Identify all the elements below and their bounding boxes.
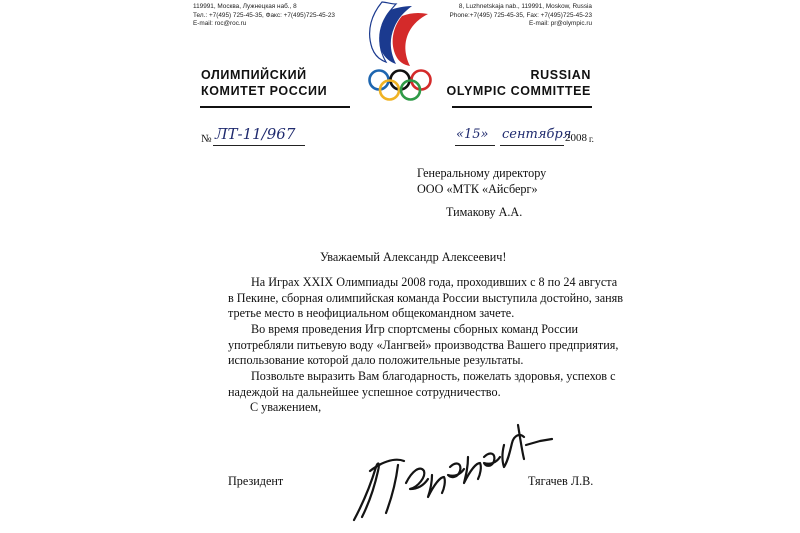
russian-olympic-committee-emblem (352, 0, 448, 106)
email-ru-line: E-mail: roc@roc.ru (193, 20, 247, 28)
address-block-ru (193, 3, 335, 29)
org-en-line1: RUSSIAN (530, 68, 591, 82)
date-day-field (455, 126, 495, 146)
paragraph-2 (228, 322, 619, 369)
org-ru-line1: ОЛИМПИЙСКИЙ (201, 68, 307, 82)
address-ru-line: 119991, Москва, Лужнецкая наб., 8 (193, 3, 297, 10)
date-day: «15» (456, 127, 489, 142)
date-month: сентября (502, 127, 572, 142)
paragraph-line: надеждой на дальнейшее успешное сотрудничество. (228, 384, 501, 399)
paragraph-line: использование которой дало положительные результаты. (228, 353, 524, 368)
email-en-line: E-mail: pr@olympic.ru (529, 20, 592, 28)
paragraph-line: Во время проведения Игр спортсмены сборных команд России (251, 322, 579, 336)
paragraph-line: Позвольте выразить Вам благодарность, пожелать здоровья, успехов с (251, 369, 616, 383)
paragraph-3 (228, 369, 616, 400)
reference-number: ЛТ-11/967 (215, 125, 296, 143)
org-ru-line2: КОМИТЕТ РОССИИ (201, 84, 328, 98)
organization-name-en (447, 67, 591, 99)
recipient-position: Генеральному директору (417, 166, 547, 180)
number-field (213, 126, 305, 146)
paragraph-line: употребляли питьевую воду «Лангвей» производства Вашего предприятия, (228, 337, 619, 352)
org-en-line2: OLYMPIC COMMITTEE (446, 84, 591, 98)
signer-position: Президент (228, 474, 284, 488)
phone-en-line: Phone:+7(495) 725-45-35, Fax: +7(495)725-45-23 (449, 11, 592, 19)
handwritten-signature (340, 405, 560, 530)
paragraph-line: в Пекине, сборная олимпийская команда России выступила достойно, заняв (228, 290, 623, 305)
organization-name-ru (201, 67, 327, 99)
greeting: Уважаемый Александр Алексеевич! (320, 250, 507, 264)
closing: С уважением, (250, 400, 322, 414)
address-en-line: 8, Luzhnetskaja nab., 119991, Moskow, Russia (458, 3, 592, 10)
paragraph-1 (228, 275, 623, 322)
date-month-field (500, 126, 572, 146)
paragraph-line: третье место в неофициальном общекомандном зачете. (228, 306, 515, 321)
recipient-name: Тимакову А.А. (446, 205, 523, 219)
recipient-company: ООО «МТК «Айсберг» (417, 182, 538, 196)
paragraph-line: На Играх XXIX Олимпиады 2008 года, проходивших с 8 по 24 августа (251, 275, 618, 289)
flame-icon (370, 2, 428, 66)
signer-name: Тягачев Л.В. (528, 474, 594, 488)
phone-ru-line: Тел.: +7(495) 725-45-35, Факс: +7(495)725-45-23 (193, 11, 335, 19)
date-year: 2008 (565, 132, 587, 144)
date-suffix: г. (589, 134, 594, 144)
address-block-en (450, 3, 592, 29)
number-label: № (201, 133, 212, 145)
header-divider-right (452, 106, 592, 108)
olympic-rings-icon (370, 71, 431, 100)
header-divider-left (200, 106, 350, 108)
